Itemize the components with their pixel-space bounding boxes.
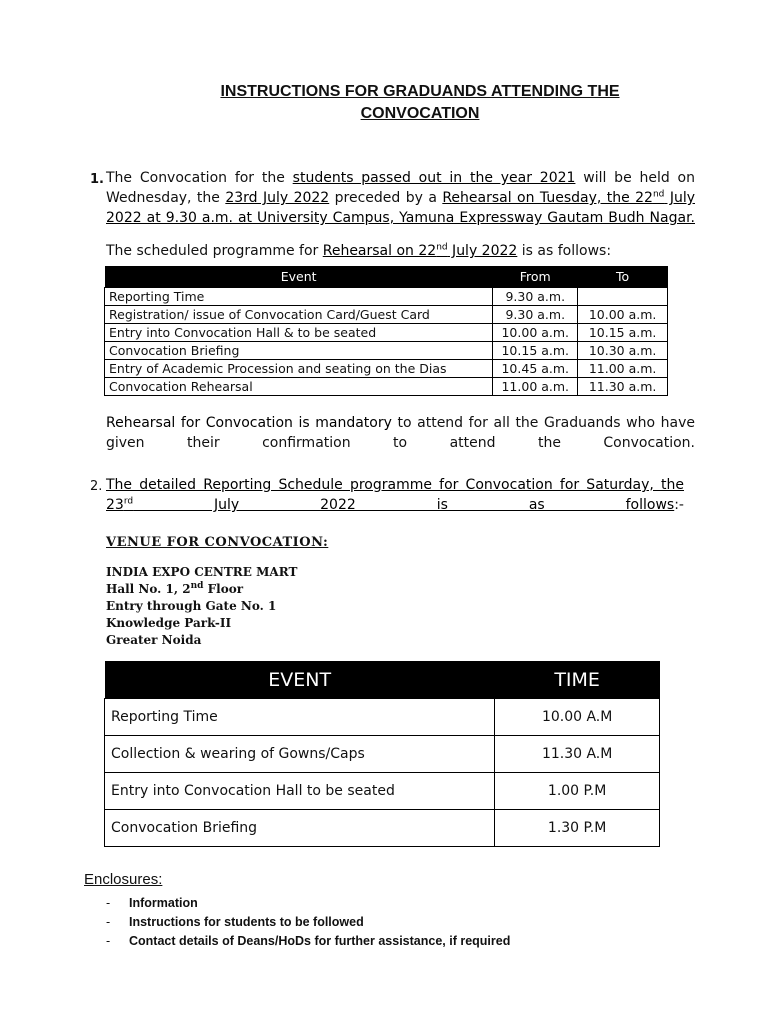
schedule-intro: The scheduled programme for Rehearsal on 22nd July 2022 is as follows: [106, 242, 612, 259]
list-item: - Instructions for students to be followed [106, 913, 510, 932]
item-1-paragraph: The Convocation for the students passed out in the year 2021 will be held on Wednesday, the 23rd July 2022 preceded by a Rehearsal on Tuesday, the 22nd July 2022 at 9.30 a.m. at University Campus, Yamuna Expressway Gautam Budh Nagar. [106, 170, 695, 226]
table-row: Entry into Convocation Hall & to be seated 10.00 a.m. 10.15 a.m. [105, 324, 668, 342]
year-2021-highlight: students passed out in the year 2021 [292, 170, 576, 186]
table-row: Reporting Time 9.30 a.m. [105, 288, 668, 306]
rehearsal-table [104, 266, 668, 396]
list-item: - Contact details of Deans/HoDs for further assistance, if required [106, 932, 510, 951]
col-from: From [493, 266, 578, 288]
col-event: Event [105, 266, 493, 288]
col-time: TIME [495, 661, 660, 699]
venue-heading: VENUE FOR CONVOCATION: [106, 535, 329, 550]
table-row: Convocation Briefing 10.15 a.m. 10.30 a.m. [105, 342, 668, 360]
reporting-schedule-heading: The detailed Reporting Schedule programme for Convocation for Saturday, the 23rd July 2022 is as follows [106, 477, 684, 513]
venue-line: Greater Noida [106, 633, 202, 647]
page-title [0, 81, 768, 125]
convocation-date: 23rd July 2022 [225, 190, 330, 206]
mandatory-highlight: Rehearsal for Convocation is mandatory [106, 415, 392, 431]
venue-line: Entry through Gate No. 1 [106, 599, 277, 613]
table-row: Entry into Convocation Hall to be seated 1.00 P.M [105, 773, 660, 810]
item-2-number: 2. [90, 479, 103, 494]
table-row: Convocation Rehearsal 11.00 a.m. 11.30 a.m. [105, 378, 668, 396]
venue-line: INDIA EXPO CENTRE MART [106, 565, 298, 579]
enclosures-list [106, 894, 510, 951]
mandatory-note: Rehearsal for Convocation is mandatory to attend for all the Graduands who have given their confirmation to attend the Convocation. [106, 415, 695, 451]
col-to: To [578, 266, 668, 288]
rehearsal-date: Rehearsal on 22nd July 2022 [322, 242, 518, 259]
venue-line: Hall No. 1, 2nd Floor [106, 581, 244, 596]
venue-address [106, 564, 297, 649]
table-row: Reporting Time 10.00 A.M [105, 699, 660, 736]
table-row: Registration/ issue of Convocation Card/Guest Card 9.30 a.m. 10.00 a.m. [105, 306, 668, 324]
table-row: Convocation Briefing 1.30 P.M [105, 810, 660, 847]
schedule-table [104, 661, 660, 847]
rehearsal-details: Rehearsal on Tuesday, the 22nd July 2022 at 9.30 a.m. at University Campus, Yamuna Expressway Gautam Budh Nagar. [106, 189, 695, 226]
item-1-number: 1. [90, 172, 104, 187]
venue-line: Knowledge Park-II [106, 616, 232, 630]
table-row: Collection & wearing of Gowns/Caps 11.30 A.M [105, 736, 660, 773]
col-event: EVENT [105, 661, 495, 699]
list-item: - Information [106, 894, 510, 913]
title-line-1: INSTRUCTIONS FOR GRADUANDS ATTENDING THE [220, 83, 620, 100]
table-row: Entry of Academic Procession and seating on the Dias 10.45 a.m. 11.00 a.m. [105, 360, 668, 378]
rehearsal-table-header [105, 266, 668, 288]
enclosures-heading: Enclosures: [84, 871, 163, 888]
schedule-table-header [105, 661, 660, 699]
item-2-paragraph: The detailed Reporting Schedule programme for Convocation for Saturday, the 23rd July 2022 is as follows:- [106, 477, 684, 513]
title-line-2: CONVOCATION [360, 105, 480, 122]
